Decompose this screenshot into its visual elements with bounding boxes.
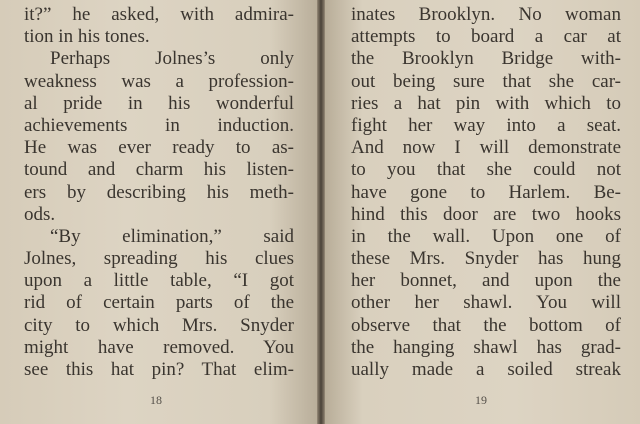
text-line: ually made a soiled streak [351,359,621,380]
text-line: tion in his tones. [24,26,150,48]
text-line: these Mrs. Snyder has hung [351,248,621,270]
text-line: out being sure that she car- [351,70,621,92]
text-line: see this hat pin? That elim- [24,359,294,380]
text-line: He was ever ready to as- [24,137,294,159]
text-line: Perhaps Jolnes’s only [50,48,294,70]
text-line: in the wall. Upon one of [351,225,621,247]
text-line: tound and charm his listen- [24,159,294,181]
text-line: the Brooklyn Bridge with- [351,48,621,70]
right-page-text [351,4,621,381]
text-line: And now I will demonstrate [351,137,621,159]
right-page [324,0,640,424]
text-line: attempts to board a car at [351,26,621,48]
text-line: inates Brooklyn. No woman [351,4,621,25]
page-number: 18 [150,393,162,407]
text-line: ods. [24,203,56,225]
text-line: observe that the bottom of [351,314,621,336]
text-line: rid of certain parts of the [24,292,294,314]
page-number: 19 [475,393,487,407]
text-line: ries a hat pin with which to [351,92,621,114]
text-line: hind this door are two hooks [351,203,621,225]
text-line: city to which Mrs. Snyder [24,314,294,336]
text-line: fight her way into a seat. [351,114,621,136]
text-line: Jolnes, spreading his clues [24,248,294,270]
text-line: achievements in induction. [24,114,294,136]
text-line: upon a little table, “I got [24,270,294,292]
text-line: “By elimination,” said [50,225,294,247]
text-line: weakness was a profession- [24,70,294,92]
text-line: ers by describing his meth- [24,181,294,203]
left-page [0,0,318,424]
text-line: might have removed. You [24,336,294,358]
text-line: al pride in his wonderful [24,92,294,114]
text-line: the hanging shawl has grad- [351,336,621,358]
text-line: it?” he asked, with admira- [24,4,294,25]
text-line: have gone to Harlem. Be- [351,181,621,203]
text-line: to you that she could not [351,159,621,181]
text-line: her bonnet, and upon the [351,270,621,292]
left-page-text [24,4,294,381]
text-line: other her shawl. You will [351,292,621,314]
